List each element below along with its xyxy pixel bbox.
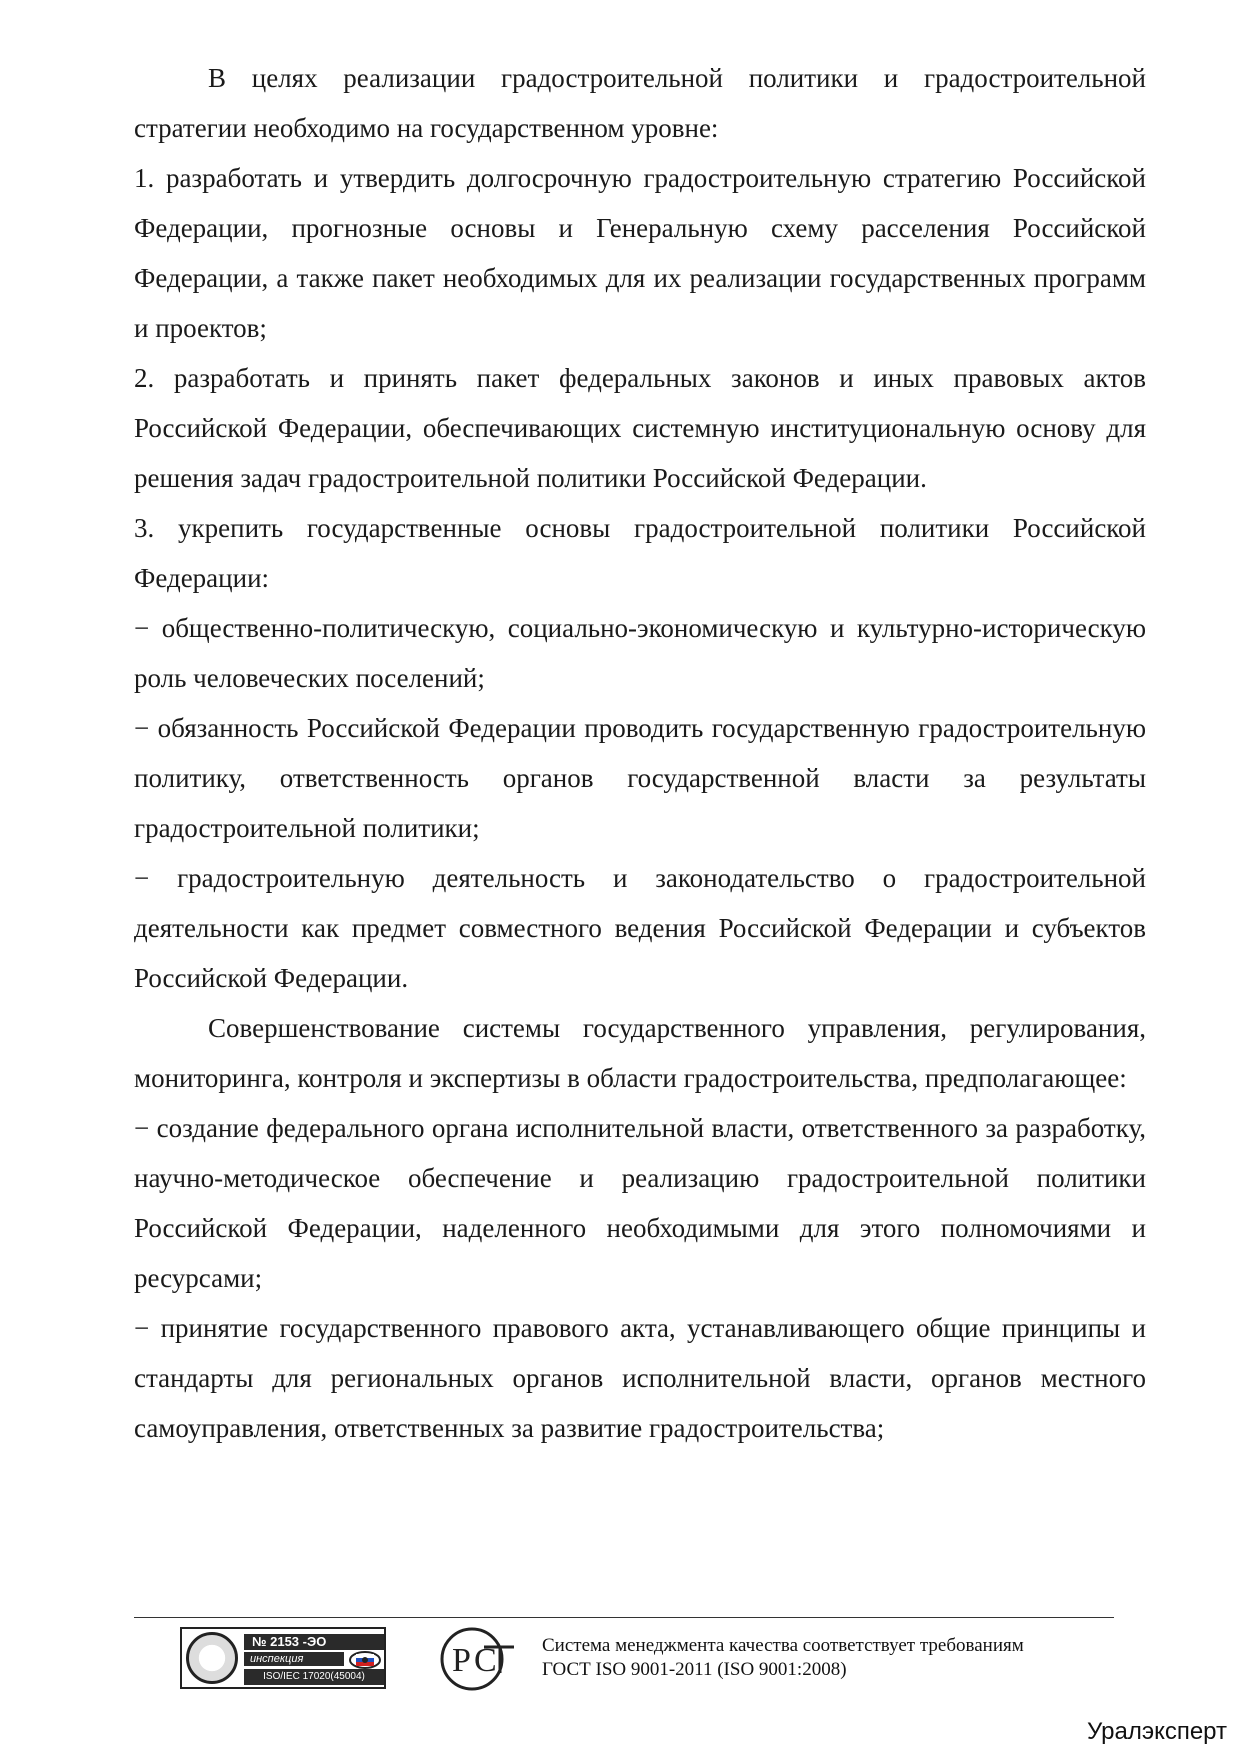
paragraph-bullet-legislation: − градостроительную деятельность и законодательство о градостроительной деятельности как предмет совместного ведения Российской Федерации и субъектов Российской Федерации. (134, 863, 1146, 993)
footer-divider (134, 1617, 1114, 1618)
cert-inspection-label: инспекция (244, 1652, 344, 1666)
accreditation-badge (180, 1627, 386, 1689)
paragraph-item-2: 2. разработать и принять пакет федеральных законов и иных правовых актов Российской Федерации, обеспечивающих системную институциональную основу для решения задач градостроительной политики Российской Федерации. (134, 363, 1146, 493)
paragraph-bullet-federal-body: − создание федерального органа исполнительной власти, ответственного за разработку, научно-методическое обеспечение и реализацию градостроительной политики Российской Федерации, наделенного необходимыми для этого полномочиями и ресурсами; (134, 1113, 1146, 1293)
cert-iso-label: ISO/IEC 17020(45004) (244, 1669, 384, 1685)
rst-certification-icon (438, 1625, 518, 1693)
emblem-icon (186, 1632, 238, 1684)
source-watermark: Уралэксперт (1086, 1718, 1227, 1745)
qms-compliance-text (542, 1634, 1102, 1682)
svg-text:Р: Р (452, 1642, 471, 1679)
paragraph-item-1: 1. разработать и утвердить долгосрочную градостроительную стратегию Российской Федерации, прогнозные основы и Генеральную схему расселения Российской Федерации, а также пакет необходимых для их реализации государственных программ и проектов; (134, 163, 1146, 343)
eye-icon (348, 1650, 382, 1670)
paragraph-intro: В целях реализации градостроительной политики и градостроительной стратегии необходимо на государственном уровне: (134, 63, 1146, 143)
paragraph-bullet-legal-act: − принятие государственного правового акта, устанавливающего общие принципы и стандарты для региональных органов исполнительной власти, органов местного самоуправления, ответственных за развитие градостроительства; (134, 1313, 1146, 1443)
qms-line-1: Система менеджмента качества соответствует требованиям (542, 1635, 1024, 1656)
cert-number: № 2153 -ЭО (244, 1634, 384, 1650)
paragraph-improvement: Совершенствование системы государственного управления, регулирования, мониторинга, контроля и экспертизы в области градостроительства, предполагающее: (134, 1013, 1146, 1093)
paragraph-bullet-obligation: − обязанность Российской Федерации проводить государственную градостроительную политику, ответственность органов государственной власти за результаты градостроительной политики; (134, 713, 1146, 843)
document-body (134, 53, 1146, 1453)
paragraph-item-3: 3. укрепить государственные основы градостроительной политики Российской Федерации: (134, 513, 1146, 593)
svg-text:С: С (474, 1642, 497, 1679)
paragraph-bullet-role: − общественно-политическую, социально-экономическую и культурно-историческую роль человеческих поселений; (134, 613, 1146, 693)
qms-line-2: ГОСТ ISO 9001-2011 (ISO 9001:2008) (542, 1659, 847, 1680)
